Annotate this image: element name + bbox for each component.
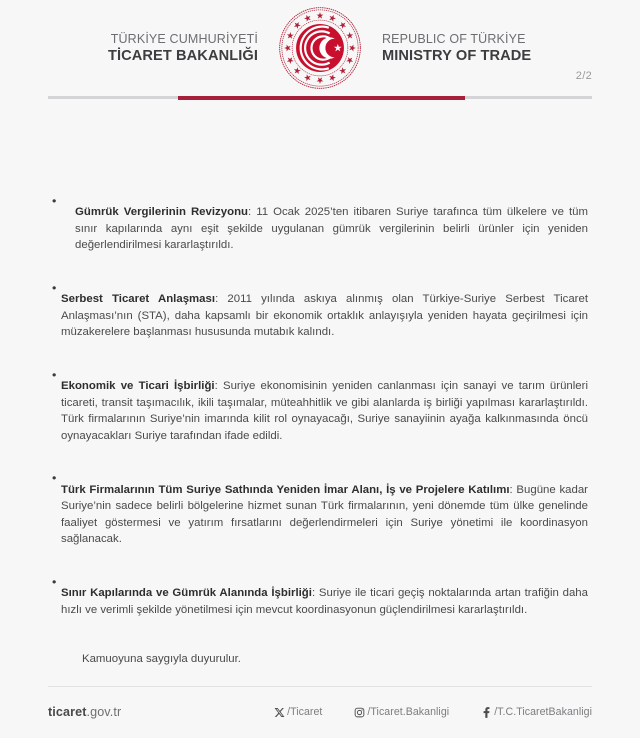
header-divider [48, 96, 592, 99]
document-body [0, 99, 640, 668]
social-links [273, 706, 592, 718]
website-url[interactable] [48, 705, 121, 719]
page-indicator: 2/2 [575, 70, 592, 82]
bullet-text: Suriye ile ticari geçiş noktalarında artan trafiğin daha hızlı ve verimli şekilde yönetilmesi için mevcut koordinasyonun güçlendirilmesi kararlaştırıldı. [61, 587, 588, 616]
list-item [52, 193, 588, 265]
list-item [52, 367, 588, 455]
header-identity-block [48, 6, 592, 90]
social-handle-instagram: /Ticaret.Bakanligi [367, 706, 450, 718]
bullet-text: 11 Ocak 2025’ten itibaren Suriye tarafınca tüm ülkelere ve tüm sınır kapılarında aynı eşit şekilde uygulanan gümrük vergilerinin belirli ürünler için yeniden değerlendirilmesi kararlaştırıldı. [75, 206, 588, 252]
social-link-facebook[interactable] [480, 706, 592, 718]
bullet-title: Serbest Ticaret Anlaşması [61, 293, 216, 306]
bullet-paragraph [61, 585, 588, 618]
bullet-separator: : [509, 483, 517, 496]
header-divider-accent [178, 96, 465, 100]
bullet-text: 2011 yılında askıya alınmış olan Türkiye-Suriye Serbest Ticaret Anlaşması’nın (STA), daha kapsamlı bir ekonomik ortaklık anlayışıyla yeniden hayata geçirilmesi için müzakerelere başlanması hususunda mutabık kalındı. [61, 293, 588, 339]
document-header [0, 0, 640, 96]
document-footer [0, 686, 640, 738]
bullet-title: Türk Firmalarının Tüm Suriye Sathında Yeniden İmar Alanı, İş ve Projelere Katılımı [61, 483, 510, 496]
social-link-instagram[interactable] [353, 706, 449, 718]
bullet-title: Ekonomik ve Ticari İşbirliği [61, 380, 215, 393]
header-english-line1: REPUBLIC OF TÜRKİYE [382, 31, 526, 46]
bullet-marker: • [52, 281, 57, 295]
bullet-separator: : [214, 380, 223, 393]
social-handle-facebook: /T.C.TicaretBakanligi [494, 706, 592, 718]
instagram-icon [353, 706, 365, 718]
bullet-marker: • [52, 194, 57, 208]
website-url-rest: .gov.tr [86, 705, 122, 719]
bullet-marker: • [52, 574, 57, 589]
bullet-paragraph [61, 378, 588, 444]
bullet-paragraph [61, 482, 588, 548]
header-english-line2: MINISTRY OF TRADE [382, 47, 532, 64]
header-english-title [362, 31, 542, 66]
bullet-marker: • [52, 368, 57, 382]
x-twitter-icon [273, 706, 285, 718]
bullet-separator: : [215, 293, 228, 306]
bullet-title: Gümrük Vergilerinin Revizyonu [75, 206, 248, 219]
bullet-separator: : [311, 587, 319, 600]
header-turkish-line1: TÜRKİYE CUMHURİYETİ [110, 31, 258, 46]
bullet-title: Sınır Kapılarında ve Gümrük Alanında İşbirliği [61, 587, 312, 600]
header-turkish-line2: TİCARET BAKANLIĞI [107, 47, 258, 64]
bullet-text: Bugüne kadar Suriye’nin sadece belirli bölgelerine hizmet sunan Türk firmalarının, yeni dönemde tüm ülke genelinde faaliyet göstermesi ve yatırım fırsatlarını değerlendirmeleri için Suriye yönetimi ile koordinasyon sağlanacak. [61, 483, 588, 546]
turkish-ministry-of-trade-emblem-icon [278, 6, 362, 90]
facebook-icon [480, 706, 492, 718]
social-handle-x: /Ticaret [287, 706, 323, 718]
list-item [52, 574, 588, 630]
website-url-bold: ticaret [48, 705, 87, 719]
bullet-text: Suriye ekonomisinin yeniden canlanması için sanayi ve tarım ürünleri ticareti, transit taşımacılık, ikili taşımalar, müteahhitlik ve gibi alanlarda iş birliği yapılması kararlaştırıldı. Türk firmalarının Suriye’nin imarında kilit rol oynayacağı, Suriye sanayiinin ayağa kalkınmasında öncü oynayacakları Suriye tarafından ifade edildi. [61, 380, 588, 442]
list-item [52, 470, 588, 558]
bullet-paragraph [61, 291, 588, 340]
bullet-separator: : [248, 206, 257, 219]
closing-statement: Kamuoyuna saygıyla duyurulur. [82, 653, 241, 666]
social-link-x[interactable] [273, 706, 322, 718]
bullet-marker: • [52, 471, 57, 486]
list-item [52, 280, 588, 352]
header-turkish-title [98, 31, 278, 66]
footer-divider [48, 686, 592, 687]
bullet-paragraph [75, 204, 588, 253]
